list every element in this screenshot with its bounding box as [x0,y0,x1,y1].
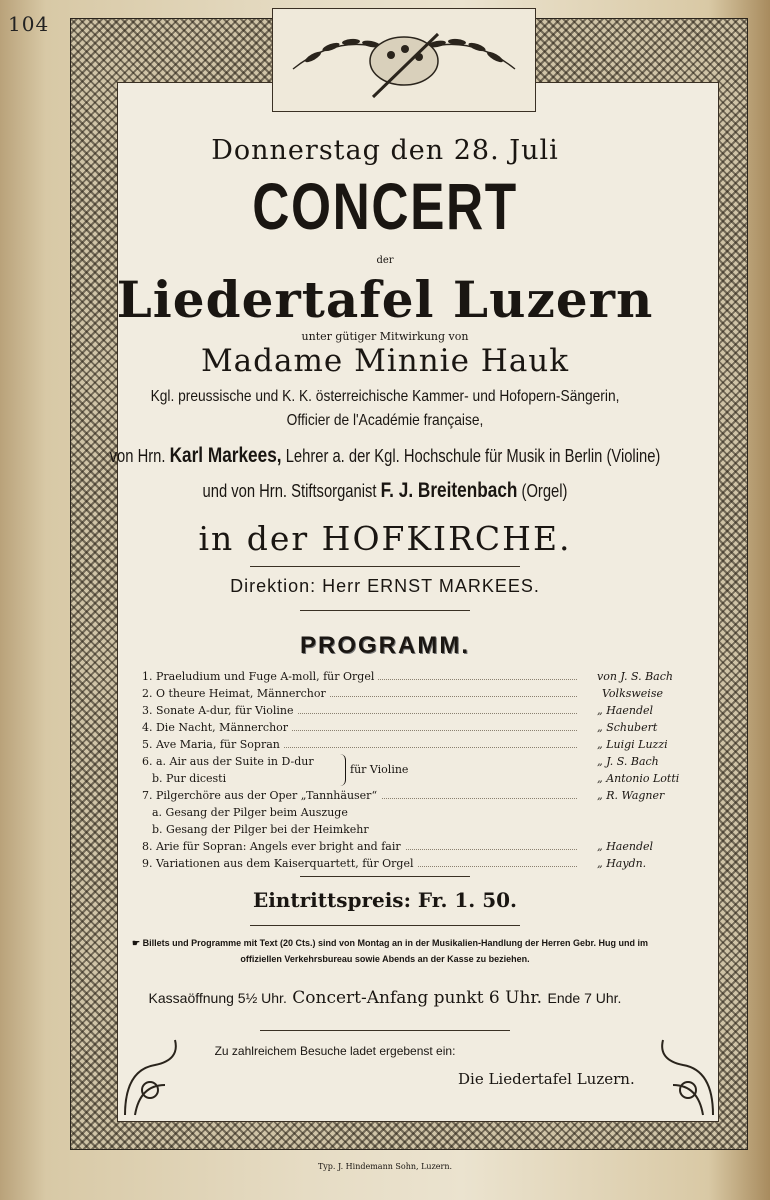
program-item [142,840,702,857]
admission-price: Eintrittspreis: Fr. 1. 50. [252,888,518,912]
program-heading: PROGRAMM. [300,632,470,659]
soloist-name: Madame Minnie Hauk [200,343,570,379]
divider [300,610,470,611]
program-item [142,721,702,738]
concert-date: Donnerstag den 28. Juli [211,135,559,166]
program-item-title: 7. Pilgerchöre aus der Oper „Tannhäuser“ [142,789,381,802]
concert-end: Ende 7 Uhr. [547,990,622,1006]
invitation: Zu zahlreichem Besuche ladet ergebenst ein: [214,1044,456,1058]
printer-credit: Typ. J. Hindemann Sohn, Luzern. [317,1162,453,1171]
program-item-title: 1. Praeludium und Fuge A-moll, für Orgel [142,670,378,683]
organist-name: F. J. Breitenbach [380,479,518,502]
violinist-suffix: Lehrer a. der Kgl. Hochschule für Musik in Berlin (Violine) [285,446,661,466]
program-item-composer: „ Haendel [597,704,654,717]
soloist-title-2: Officier de l'Académie française, [286,412,484,429]
concert-start: Concert-Anfang punkt 6 Uhr. [292,988,543,1008]
opening-times [0,988,770,1008]
pointing-hand-icon: ☛ [132,938,141,948]
program-item [142,755,702,772]
box-office-time: Kassaöffnung 5½ Uhr. [148,990,287,1006]
organist-prefix: und von Hrn. Stiftsorganist [202,481,377,501]
tickets-line-1 [132,938,712,949]
bracket [340,754,346,786]
venue: in der HOFKIRCHE. [198,519,572,558]
direction: Direktion: Herr ERNST MARKEES. [230,576,540,596]
page-number: 104 [8,12,50,36]
program-item-composer: von J. S. Bach [597,670,673,683]
violinist-name: Karl Markees, [169,444,282,467]
cooperation-label: unter gütiger Mitwirkung von [301,330,469,343]
program-item-composer: „ R. Wagner [597,789,665,802]
program-item-title: 9. Variationen aus dem Kaiserquartett, für Orgel [142,857,418,870]
organist-suffix: (Orgel) [521,481,568,501]
palette-emblem [272,8,536,112]
program-item-title: 8. Arie für Sopran: Angels ever bright and fair [142,840,405,853]
program-item [142,823,702,840]
program-item [142,704,702,721]
program-item-title: 5. Ave Maria, für Sopran [142,738,284,751]
program-item-title: 4. Die Nacht, Männerchor [142,721,292,734]
concert-title: CONCERT [252,169,518,243]
tickets-line-2: offiziellen Verkehrsbureau sowie Abends an der Kasse zu beziehen. [240,954,530,964]
program-item-composer: „ Haydn. [597,857,647,870]
program-item-title: 6. a. Air aus der Suite in D-dur [142,755,314,768]
organist-line [69,479,700,503]
der-label: der [376,255,394,266]
program-item-title: 2. O theure Heimat, Männerchor [142,687,330,700]
program-item [142,772,702,789]
soloist-title: Kgl. preussische und K. K. österreichische Kammer- und Hofopern-Sängerin, [150,388,620,405]
program-item-title: a. Gesang der Pilger beim Auszuge [152,806,348,819]
program-item [142,789,702,806]
program-item-composer: „ Antonio Lotti [597,772,680,785]
divider [260,1030,510,1031]
palette-laurel-icon [273,9,535,111]
divider [250,925,520,926]
program-item [142,670,702,687]
program-item-composer: „ Schubert [597,721,658,734]
violinist-line [69,444,700,468]
program-item-composer: „ J. S. Bach [597,755,659,768]
program-item [142,857,702,874]
program-item [142,687,702,704]
divider [300,876,470,877]
program-item-composer: Volksweise [602,687,663,700]
program-item-composer: „ Luigi Luzzi [597,738,668,751]
program-item-title: 3. Sonate A-dur, für Violine [142,704,297,717]
program-item-title: b. Pur dicesti [152,772,227,785]
society-name: Liedertafel Luzern [116,270,654,329]
program-item-composer: „ Haendel [597,840,654,853]
program-item [142,806,702,823]
program-item [142,738,702,755]
signature: Die Liedertafel Luzern. [458,1070,635,1088]
tickets-text-1: Billets und Programme mit Text (20 Cts.) sind von Montag an in der Musikalien-Handlung der Herren Gebr. Hug und im [142,938,648,948]
program-item-title: b. Gesang der Pilger bei der Heimkehr [152,823,369,836]
violinist-prefix: von Hrn. [109,446,166,466]
violin-bracket-label: für Violine [350,763,409,776]
divider [250,566,520,567]
